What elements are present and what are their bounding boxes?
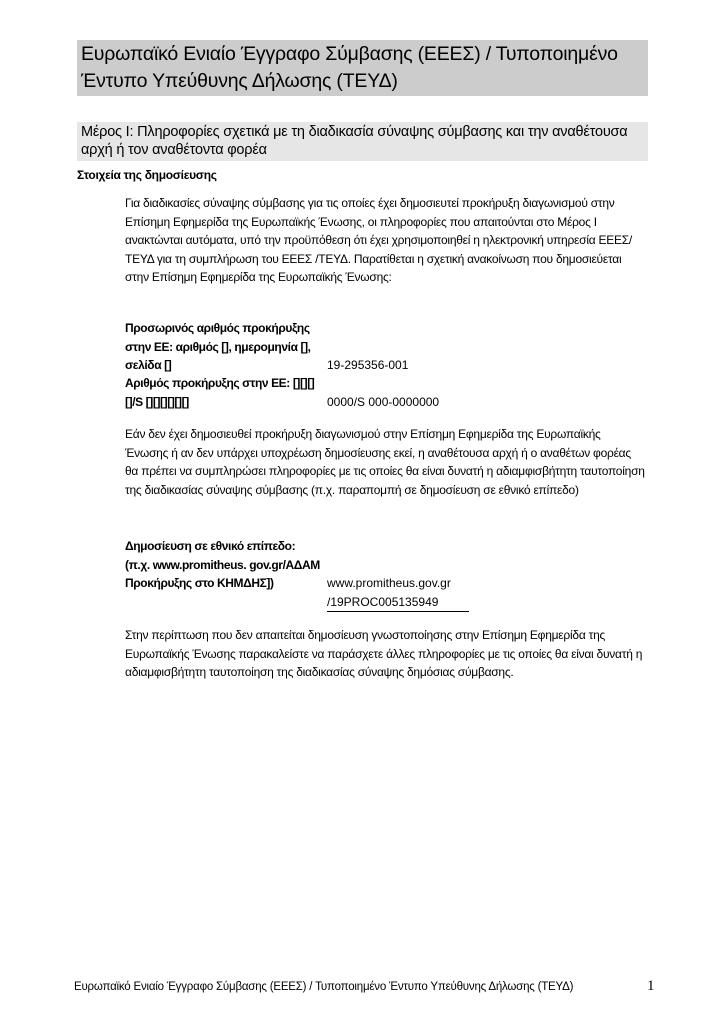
- temp-number-label: Προσωρινός αριθμός προκήρυξης στην ΕΕ: αριθμός [], ημερομηνία [], σελίδα []: [125, 321, 311, 372]
- national-publication-label: Δημοσίευση σε εθνικό επίπεδο: (π.χ. www.promitheus. gov.gr/ΑΔΑΜ Προκήρυξης στο ΚΗΜΔΗΣ]): [125, 539, 320, 590]
- page-number: 1: [647, 978, 655, 994]
- temp-number-value: 19-295356-001: [327, 358, 409, 372]
- section-heading-banner: [77, 122, 648, 161]
- intro-paragraph: Για διαδικασίες σύναψης σύμβασης για τις οποίες έχει δημοσιευτεί προκήρυξη διαγωνισμού στην Επίσημη Εφημερίδα της Ευρωπαϊκής Ένωσης, οι πληροφορίες που απαιτούνται στο Μέρος Ι ανακτώνται αυτόματα, υπό την προϋπόθεση ότι έχει χρησιμοποιηθεί η ηλεκτρονική υπηρεσία ΕΕΕΣ/ΤΕΥΔ για τη συμπλήρωση του ΕΕΕΣ /ΤΕΥΔ. Παρατίθεται η σχετική ανακοίνωση που δημοσιεύεται στην Επίσημη Εφημερίδα της Ευρωπαϊκής Ένωσης:: [125, 196, 633, 284]
- eu-notice-label: Αριθμός προκήρυξης στην ΕΕ: [][][][]/S [][][][][][]: [125, 376, 315, 409]
- national-link-line1: www.promitheus.gov.gr: [327, 576, 451, 590]
- no-publication-paragraph: Εάν δεν έχει δημοσιευθεί προκήρυξη διαγωνισμού στην Επίσημη Εφημερίδα της Ευρωπαϊκής Ένωσης ή αν δεν υπάρχει υποχρέωση δημοσίευσης εκεί, η αναθέτουσα αρχή ή ο αναθέτων φορέας θα πρέπει να συμπληρώσει πληροφορίες με τις οποίες θα είναι δυνατή η αδιαμφισβήτητη ταυτοποίηση της διαδικασίας σύναψης σύμβασης (π.χ. παραπομπή σε δημοσίευση σε εθνικό επίπεδο): [125, 427, 645, 497]
- closing-paragraph: Στην περίπτωση που δεν απαιτείται δημοσίευση γνωστοποίησης στην Επίσημη Εφημερίδα της Ευρωπαϊκής Ένωσης παρακαλείστε να παράσχετε άλλες πληροφορίες με τις οποίες θα είναι δυνατή η αδιαμφισβήτητη ταυτοποίηση της διαδικασίας σύναψης δημόσιας σύμβασης.: [125, 628, 643, 679]
- publication-subheading: Στοιχεία της δημοσίευσης: [77, 168, 217, 182]
- document-title: Ευρωπαϊκό Ενιαίο Έγγραφο Σύμβασης (ΕΕΕΣ) / Τυποποιημένο Έντυπο Υπεύθυνης Δήλωσης (ΤΕΥΔ): [81, 43, 618, 92]
- national-publication-value: [327, 574, 469, 612]
- footer-text: Ευρωπαϊκό Ενιαίο Έγγραφο Σύμβασης (ΕΕΕΣ) / Τυποποιημένο Έντυπο Υπεύθυνης Δήλωσης (ΤΕΥΔ): [74, 981, 574, 993]
- document-title-banner: [77, 40, 648, 96]
- section-heading: Μέρος Ι: Πληροφορίες σχετικά με τη διαδικασία σύναψης σύμβασης και την αναθέτουσα αρχή ή τον αναθέτοντα φορέα: [81, 124, 628, 158]
- national-link-line2: /19PROC005135949: [327, 593, 469, 613]
- eu-notice-value: 0000/S 000-0000000: [327, 395, 440, 409]
